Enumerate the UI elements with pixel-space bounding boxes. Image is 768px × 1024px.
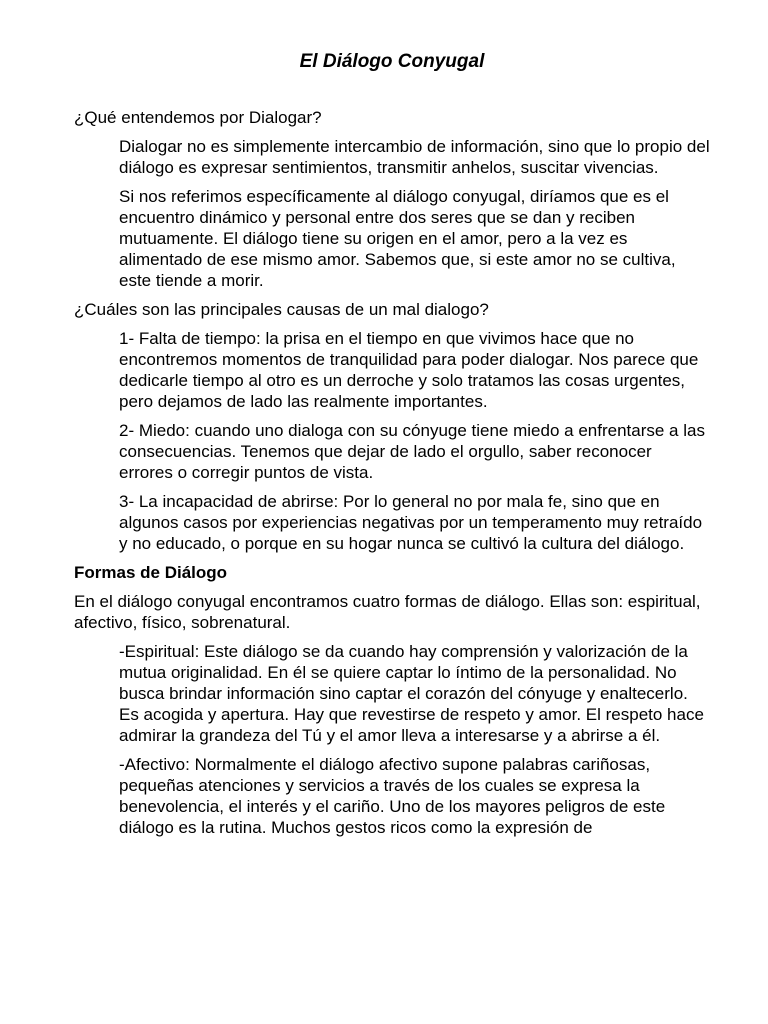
question-heading: ¿Cuáles son las principales causas de un mal dialogo? bbox=[74, 300, 489, 319]
answer-paragraph: Si nos referimos específicamente al diálogo conyugal, diríamos que es el encuentro dinámico y personal entre dos seres que se dan y reciben mutuamente. El diálogo tiene su origen en el amor, pero a la vez es alimentado de ese mismo amor. Sabemos que, si este amor no se cultiva, este tiende a morir. bbox=[119, 187, 676, 290]
section-dialogar bbox=[74, 107, 710, 291]
cause-item: 2- Miedo: cuando uno dialoga con su cónyuge tiene miedo a enfrentarse a las consecuencias. Tenemos que dejar de lado el orgullo, saber reconocer errores o corregir puntos de vista. bbox=[119, 421, 705, 482]
section-formas bbox=[74, 562, 710, 838]
document-title: El Diálogo Conyugal bbox=[299, 51, 485, 72]
form-item: -Espiritual: Este diálogo se da cuando hay comprensión y valorización de la mutua originalidad. En él se quiere captar lo íntimo de la personalidad. No busca brindar información sino captar el corazón del cónyuge y enaltecerlo. Es acogida y apertura. Hay que revestirse de respeto y amor. El respeto hace admirar la grandeza del Tú y el amor lleva a interesarse y a abrirse a él. bbox=[119, 642, 704, 745]
section-causas bbox=[74, 299, 710, 554]
cause-item: 3- La incapacidad de abrirse: Por lo general no por mala fe, sino que en algunos casos por experiencias negativas por un temperamento muy retraído y no educado, o porque en su hogar nunca se cultivó la cultura del diálogo. bbox=[119, 492, 703, 553]
form-item: -Afectivo: Normalmente el diálogo afectivo supone palabras cariñosas, pequeñas atenciones y servicios a través de los cuales se expresa la benevolencia, el interés y el cariño. Uno de los mayores peligros de este diálogo es la rutina. Muchos gestos ricos como la expresión de bbox=[119, 755, 666, 837]
answer-paragraph: Dialogar no es simplemente intercambio de información, sino que lo propio del diálogo es expresar sentimientos, transmitir anhelos, suscitar vivencias. bbox=[119, 137, 710, 177]
question-heading: ¿Qué entendemos por Dialogar? bbox=[74, 108, 322, 127]
section-heading: Formas de Diálogo bbox=[74, 563, 228, 582]
section-intro: En el diálogo conyugal encontramos cuatro formas de diálogo. Ellas son: espiritual, afectivo, físico, sobrenatural. bbox=[74, 592, 701, 632]
cause-item: 1- Falta de tiempo: la prisa en el tiempo en que vivimos hace que no encontremos momentos de tranquilidad para poder dialogar. Nos parece que dedicarle tiempo al otro es un derroche y solo tratamos las cosas urgentes, pero dejamos de lado las realmente importantes. bbox=[119, 329, 699, 411]
